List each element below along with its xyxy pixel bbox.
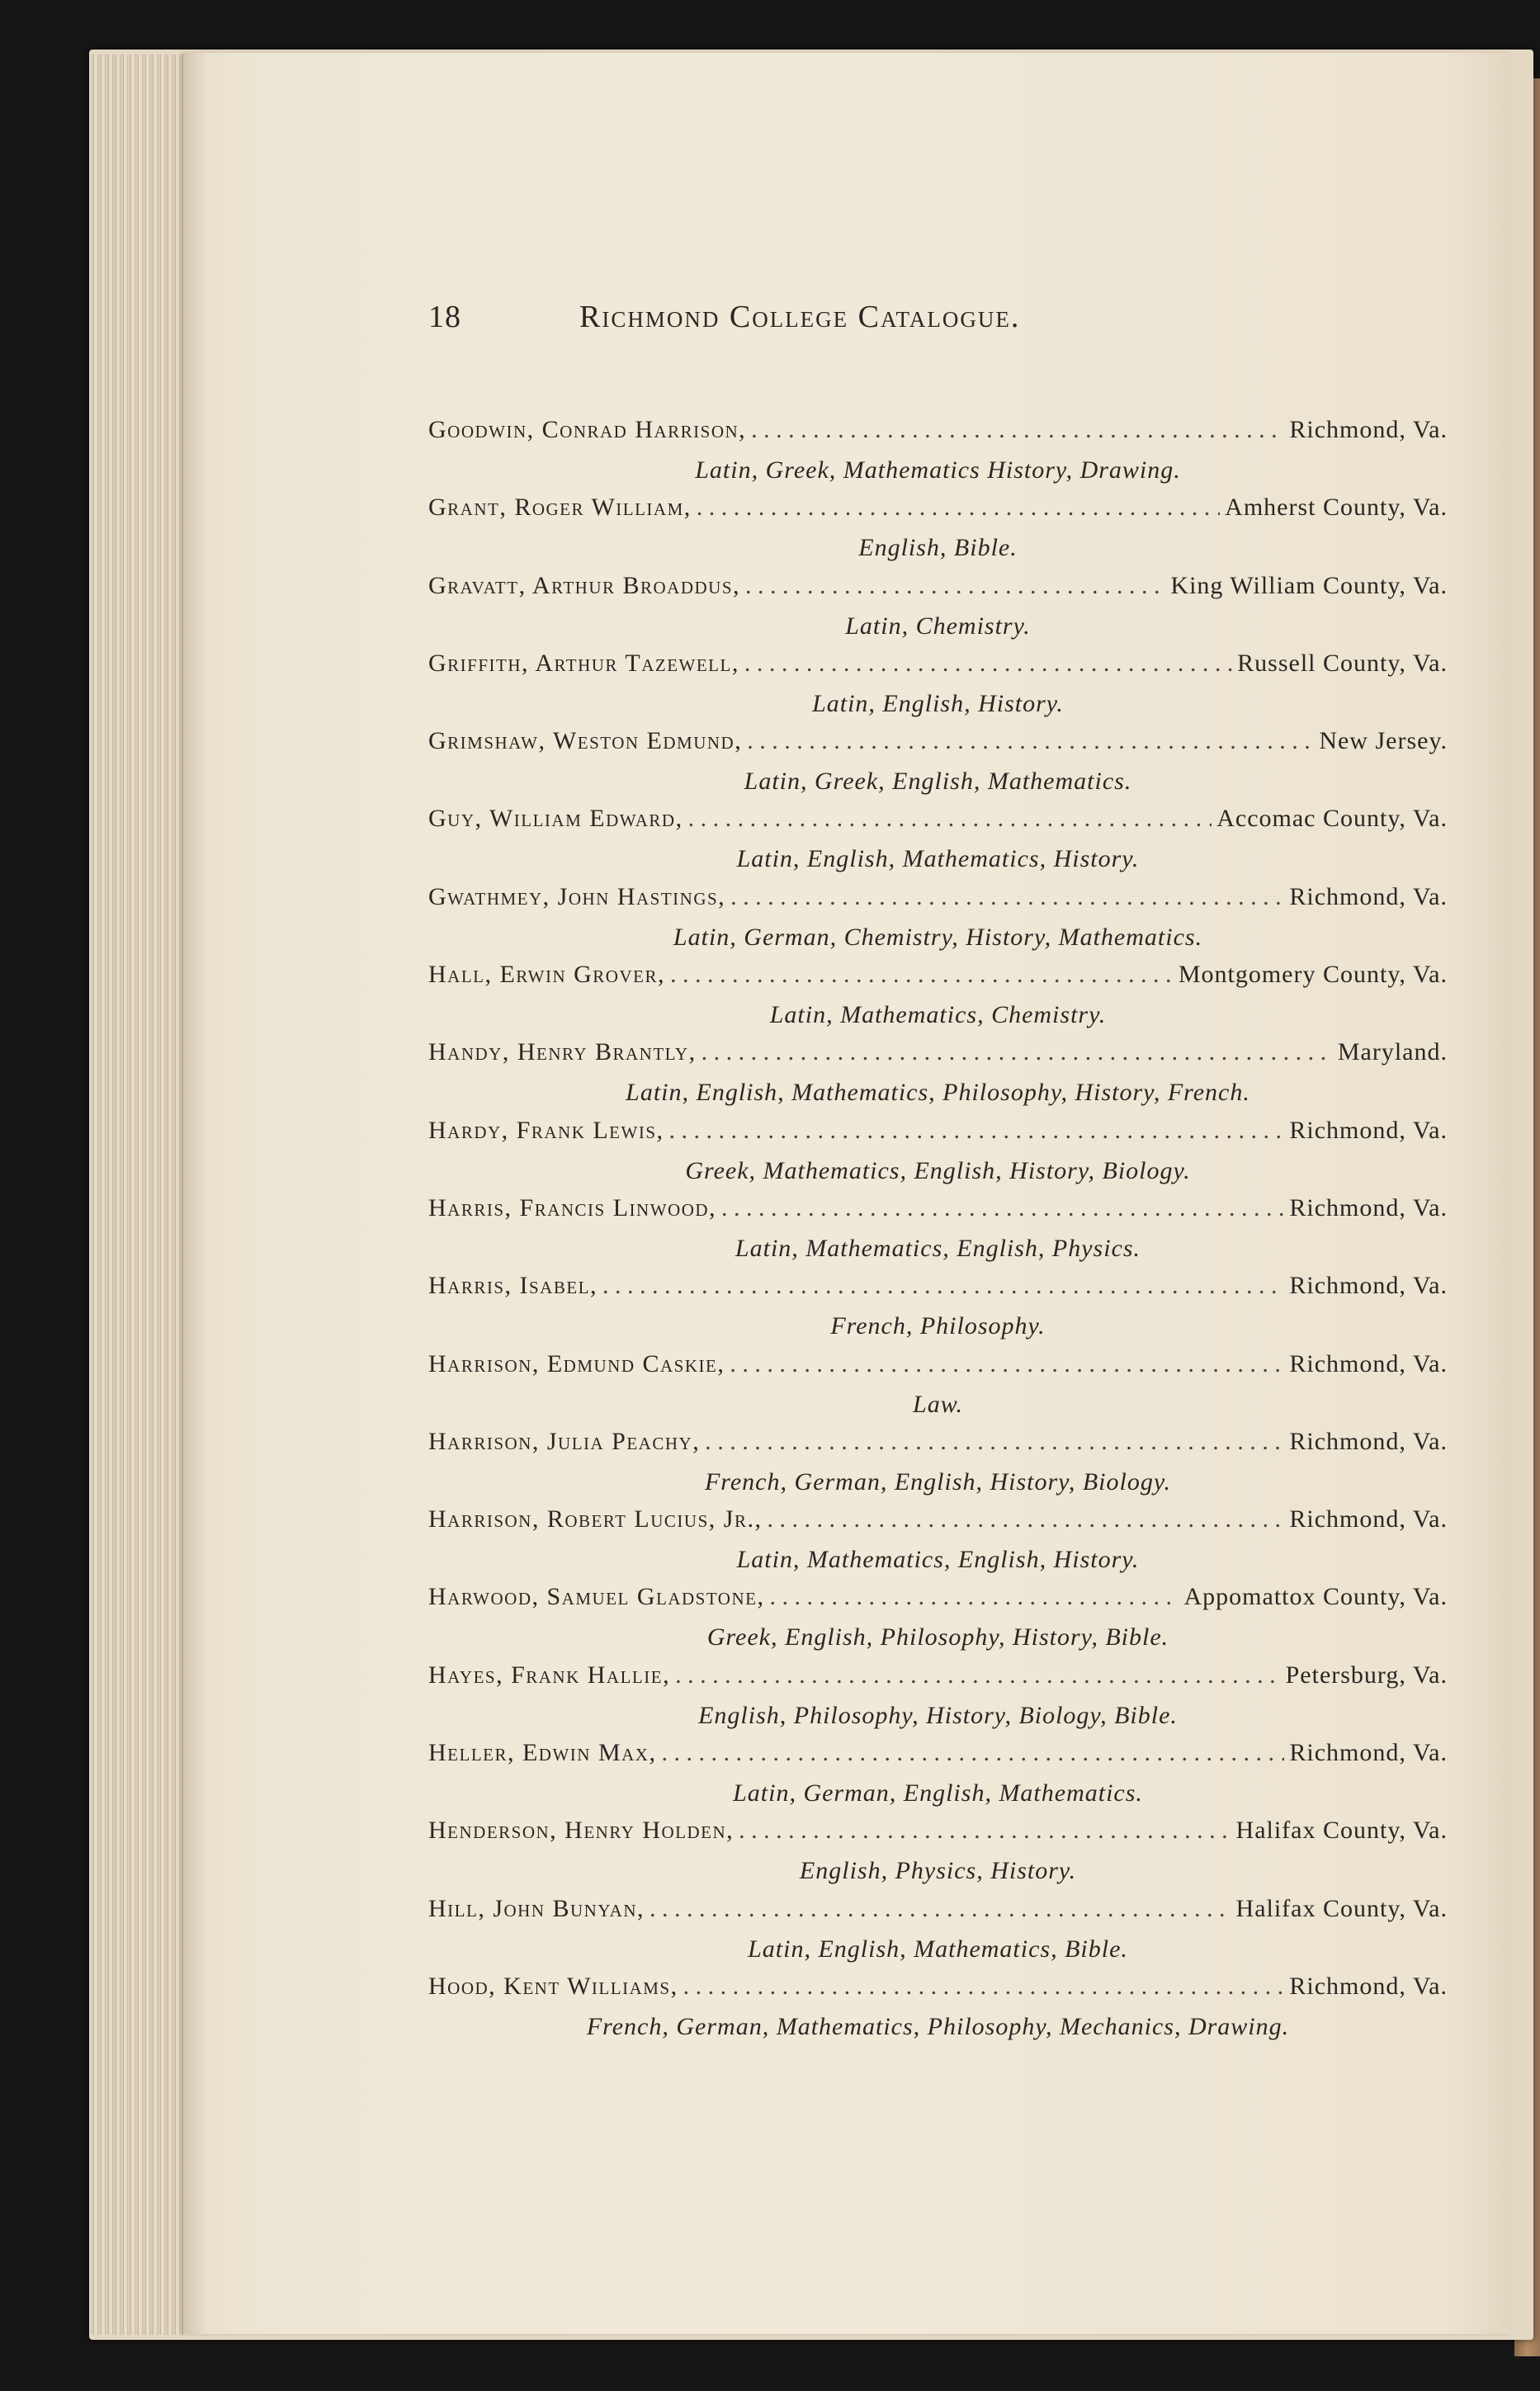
- student-name: Grimshaw, Weston Edmund,: [428, 727, 743, 755]
- student-entry: [428, 494, 1448, 571]
- entry-line: [428, 494, 1448, 530]
- dot-leader: [721, 1194, 1284, 1222]
- student-subjects: French, Philosophy.: [830, 1312, 1046, 1340]
- student-residence: Richmond, Va.: [1289, 416, 1448, 443]
- student-residence: Richmond, Va.: [1289, 1505, 1448, 1533]
- entry-line: [428, 1117, 1448, 1153]
- student-residence: Montgomery County, Va.: [1178, 961, 1448, 989]
- page-edge-stack: [91, 54, 186, 2335]
- student-subjects: Latin, English, Mathematics, Bible.: [748, 1935, 1128, 1963]
- student-subjects: Latin, Mathematics, English, Physics.: [735, 1234, 1141, 1262]
- entry-line: [428, 1739, 1448, 1775]
- dot-leader: [697, 494, 1220, 522]
- dot-leader: [705, 1428, 1284, 1456]
- student-residence: King William County, Va.: [1170, 571, 1448, 599]
- dot-leader: [769, 1583, 1179, 1611]
- student-entry: [428, 1661, 1448, 1739]
- gutter-shadow: [183, 53, 208, 2334]
- student-entry: [428, 961, 1448, 1038]
- student-subjects: English, Philosophy, History, Biology, Bible.: [698, 1701, 1178, 1729]
- student-subjects: French, German, Mathematics, Philosophy, Mechanics, Drawing.: [586, 2012, 1290, 2040]
- entry-line: [428, 961, 1448, 997]
- student-residence: Richmond, Va.: [1289, 1116, 1448, 1144]
- student-entry: [428, 1038, 1448, 1116]
- entry-line: [428, 1973, 1448, 2009]
- student-name: Harrison, Robert Lucius, Jr.,: [428, 1505, 763, 1533]
- dot-leader: [739, 1817, 1231, 1845]
- dot-leader: [730, 1350, 1284, 1378]
- student-subjects: Latin, Chemistry.: [845, 612, 1031, 640]
- dot-leader: [669, 1117, 1285, 1145]
- dot-leader: [745, 572, 1165, 600]
- student-entry: [428, 1194, 1448, 1272]
- student-name: Hood, Kent Williams,: [428, 1972, 678, 2000]
- student-subjects: Latin, German, English, Mathematics.: [733, 1779, 1143, 1807]
- student-residence: Richmond, Va.: [1289, 1193, 1448, 1221]
- entry-line: [428, 1505, 1448, 1542]
- student-entry: [428, 1739, 1448, 1817]
- student-subjects: French, German, English, History, Biology.: [704, 1467, 1171, 1496]
- entry-line: [428, 650, 1448, 686]
- student-entry: [428, 1817, 1448, 1894]
- page-number: 18: [428, 300, 461, 334]
- student-name: Handy, Henry Brantly,: [428, 1038, 697, 1066]
- student-residence: Richmond, Va.: [1289, 1349, 1448, 1377]
- dot-leader: [602, 1272, 1284, 1300]
- student-residence: Maryland.: [1337, 1038, 1448, 1066]
- student-entry: [428, 883, 1448, 961]
- entry-line: [428, 1038, 1448, 1075]
- entry-line: [428, 1661, 1448, 1698]
- entry-line: [428, 416, 1448, 452]
- page-content: [183, 53, 1512, 2334]
- dot-leader: [730, 883, 1284, 911]
- student-entry: [428, 1505, 1448, 1583]
- student-residence: Accomac County, Va.: [1216, 805, 1448, 833]
- student-subjects: Latin, Mathematics, Chemistry.: [769, 1001, 1107, 1029]
- student-residence: Russell County, Va.: [1237, 649, 1448, 677]
- student-residence: Richmond, Va.: [1289, 1739, 1448, 1767]
- running-title: Richmond College Catalogue.: [579, 300, 1021, 334]
- student-name: Heller, Edwin Max,: [428, 1739, 657, 1767]
- dot-leader: [688, 805, 1212, 833]
- student-name: Hill, John Bunyan,: [428, 1894, 645, 1922]
- student-entry: [428, 650, 1448, 727]
- student-name: Harrison, Edmund Caskie,: [428, 1349, 725, 1377]
- student-residence: Halifax County, Va.: [1235, 1817, 1448, 1845]
- student-subjects: Latin, Mathematics, English, History.: [736, 1546, 1140, 1574]
- student-name: Hardy, Frank Lewis,: [428, 1116, 664, 1144]
- entry-line: [428, 1817, 1448, 1853]
- entry-line: [428, 1583, 1448, 1619]
- student-residence: Richmond, Va.: [1289, 1272, 1448, 1300]
- student-name: Henderson, Henry Holden,: [428, 1817, 735, 1845]
- entry-line: [428, 1194, 1448, 1231]
- student-subjects: Latin, Greek, Mathematics History, Drawing.: [695, 456, 1181, 484]
- entry-line: [428, 1350, 1448, 1387]
- dot-leader: [661, 1739, 1284, 1767]
- student-residence: Richmond, Va.: [1289, 1972, 1448, 2000]
- student-residence: Richmond, Va.: [1289, 1427, 1448, 1455]
- student-name: Goodwin, Conrad Harrison,: [428, 416, 747, 443]
- student-name: Gwathmey, John Hastings,: [428, 882, 726, 910]
- student-residence: Amherst County, Va.: [1225, 494, 1448, 522]
- student-entry: [428, 1272, 1448, 1349]
- dot-leader: [650, 1895, 1231, 1923]
- student-name: Harris, Isabel,: [428, 1272, 598, 1300]
- page-header: [428, 299, 1295, 348]
- entry-line: [428, 1895, 1448, 1931]
- entry-line: [428, 727, 1448, 763]
- student-subjects: English, Bible.: [858, 534, 1018, 562]
- student-residence: New Jersey.: [1319, 727, 1448, 755]
- dot-leader: [702, 1038, 1333, 1066]
- student-subjects: Latin, Greek, English, Mathematics.: [744, 768, 1132, 796]
- student-subjects: Latin, English, History.: [812, 689, 1064, 717]
- student-subjects: English, Physics, History.: [799, 1857, 1077, 1885]
- student-entry: [428, 1973, 1448, 2050]
- student-residence: Richmond, Va.: [1289, 882, 1448, 910]
- student-residence: Halifax County, Va.: [1235, 1894, 1448, 1922]
- entry-line: [428, 883, 1448, 919]
- dot-leader: [751, 416, 1284, 444]
- entry-line: [428, 1272, 1448, 1308]
- student-entry: [428, 1895, 1448, 1973]
- dot-leader: [670, 961, 1174, 989]
- entry-line: [428, 805, 1448, 841]
- student-entry: [428, 805, 1448, 882]
- dot-leader: [683, 1973, 1285, 2001]
- dot-leader: [675, 1661, 1281, 1689]
- student-entry: [428, 416, 1448, 494]
- student-list: [428, 416, 1448, 2050]
- student-subjects: Greek, English, Philosophy, History, Bible.: [706, 1623, 1169, 1651]
- student-residence: Appomattox County, Va.: [1183, 1583, 1448, 1611]
- entry-line: [428, 1428, 1448, 1464]
- dot-leader: [767, 1505, 1284, 1533]
- student-residence: Petersburg, Va.: [1285, 1661, 1448, 1689]
- student-subjects: Greek, Mathematics, English, History, Biology.: [685, 1156, 1191, 1184]
- student-subjects: Latin, German, Chemistry, History, Mathematics.: [673, 923, 1203, 951]
- student-subjects: Latin, English, Mathematics, Philosophy, History, French.: [626, 1079, 1250, 1107]
- student-name: Grant, Roger William,: [428, 494, 692, 522]
- student-name: Harwood, Samuel Gladstone,: [428, 1583, 765, 1611]
- catalogue-page: [183, 53, 1512, 2334]
- student-name: Hayes, Frank Hallie,: [428, 1661, 671, 1689]
- student-name: Griffith, Arthur Tazewell,: [428, 649, 739, 677]
- student-entry: [428, 1117, 1448, 1194]
- student-name: Hall, Erwin Grover,: [428, 961, 665, 989]
- dot-leader: [747, 727, 1314, 755]
- student-name: Harris, Francis Linwood,: [428, 1193, 717, 1221]
- student-subjects: Law.: [913, 1390, 963, 1418]
- student-name: Gravatt, Arthur Broaddus,: [428, 571, 741, 599]
- student-entry: [428, 572, 1448, 650]
- student-entry: [428, 1350, 1448, 1428]
- entry-line: [428, 572, 1448, 608]
- student-subjects: Latin, English, Mathematics, History.: [736, 845, 1140, 873]
- dot-leader: [744, 650, 1232, 678]
- student-entry: [428, 1583, 1448, 1661]
- student-entry: [428, 1428, 1448, 1505]
- student-entry: [428, 727, 1448, 805]
- student-name: Harrison, Julia Peachy,: [428, 1427, 701, 1455]
- student-name: Guy, William Edward,: [428, 805, 683, 833]
